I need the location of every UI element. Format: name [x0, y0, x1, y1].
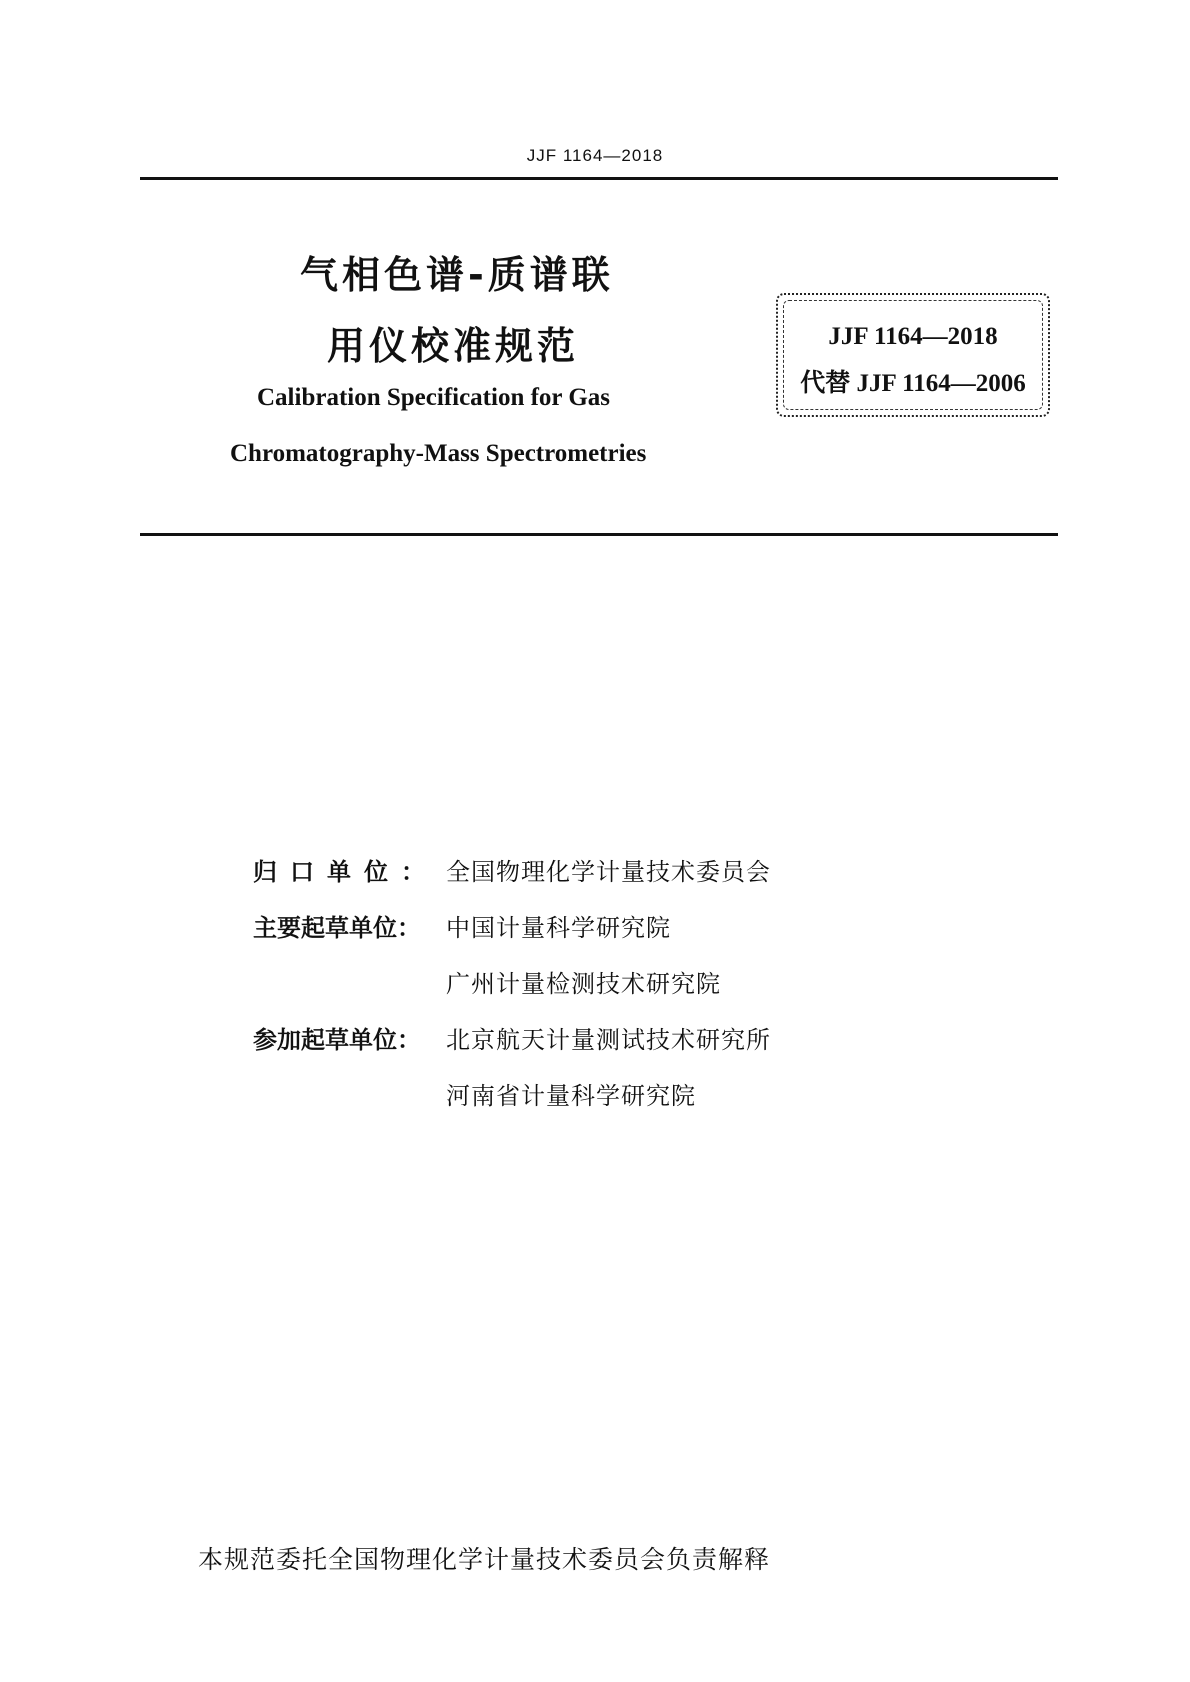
replacement-stamp — [776, 293, 1050, 417]
org-responsible-label: 归口单位： — [253, 858, 438, 886]
title-en-line1: Calibration Specification for Gas — [257, 384, 611, 411]
top-rule — [140, 177, 1058, 180]
title-zh-line1: 气相色谱-质谱联 — [300, 253, 614, 297]
footer-note: 本规范委托全国物理化学计量技术委员会负责解释 — [198, 1545, 771, 1574]
org-main-drafting-row — [253, 908, 671, 943]
stamp-replaces: 代替 JJF 1164—2006 — [800, 370, 1026, 397]
org-main-drafting-row-2 — [253, 964, 721, 999]
org-responsible-row — [253, 852, 771, 887]
stamp-code: JJF 1164—2018 — [828, 323, 998, 350]
org-main-drafting-label: 主要起草单位： — [253, 914, 421, 942]
title-zh-line2: 用仪校准规范 — [327, 324, 580, 368]
org-main-drafting-value-2: 广州计量检测技术研究院 — [446, 970, 721, 998]
org-participating-row-2 — [253, 1076, 696, 1111]
bottom-rule — [140, 533, 1058, 536]
title-en-line2: Chromatography-Mass Spectrometries — [230, 440, 647, 467]
org-participating-label: 参加起草单位： — [253, 1026, 421, 1054]
org-responsible-value: 全国物理化学计量技术委员会 — [446, 858, 771, 886]
org-participating-row — [253, 1020, 771, 1055]
header-standard-code: JJF 1164—2018 — [526, 146, 664, 165]
org-participating-value-2: 河南省计量科学研究院 — [446, 1082, 696, 1110]
org-main-drafting-value-1: 中国计量科学研究院 — [446, 914, 671, 942]
org-participating-value-1: 北京航天计量测试技术研究所 — [446, 1026, 771, 1054]
